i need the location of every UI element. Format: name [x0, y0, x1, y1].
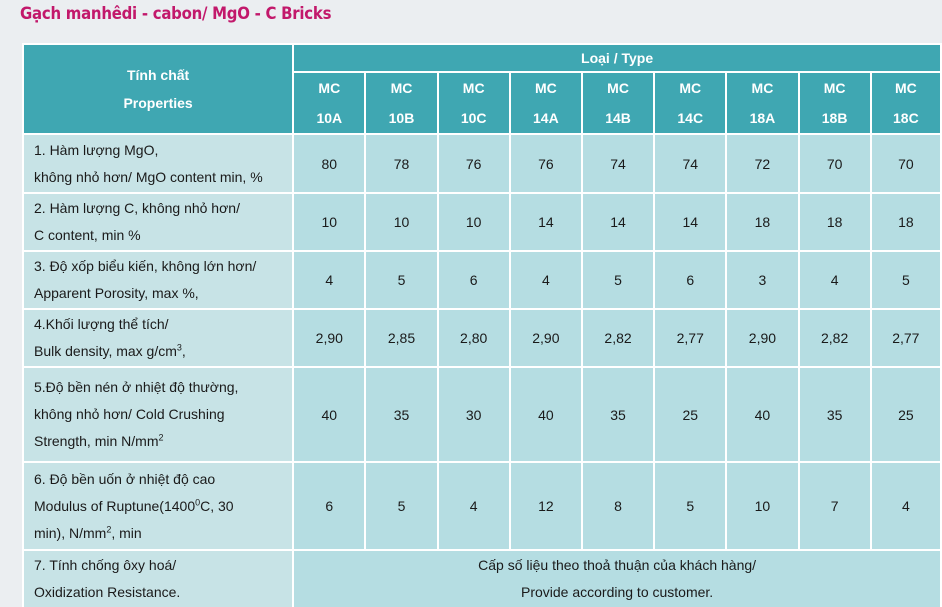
value-cell: 2,77: [654, 309, 726, 367]
value-cell: 2,90: [510, 309, 582, 367]
value-cell: 25: [871, 367, 941, 462]
property-cell: 7. Tính chống ôxy hoá/ Oxidization Resistance.: [23, 550, 293, 607]
value-cell: 4: [438, 462, 510, 550]
value-cell: 10: [293, 193, 365, 251]
column-header: MC 14C: [654, 72, 726, 134]
property-cell: 6. Độ bền uốn ở nhiệt độ cao Modulus of Ruptune(1400$^0$C, 30 min), $N/mm^2$, min: [23, 462, 293, 550]
value-cell: 5: [365, 251, 437, 309]
value-cell: 40: [510, 367, 582, 462]
value-cell: 4: [510, 251, 582, 309]
value-cell: 5: [654, 462, 726, 550]
table-row: [23, 251, 941, 309]
value-cell: 3: [726, 251, 798, 309]
value-cell: 4: [799, 251, 871, 309]
column-header: MC 10A: [293, 72, 365, 134]
value-cell: 74: [654, 134, 726, 193]
table-row: [23, 367, 941, 462]
property-cell: 3. Độ xốp biểu kiến, không lớn hơn/ Apparent Porosity, max %,: [23, 251, 293, 309]
column-header: MC 18B: [799, 72, 871, 134]
column-header: MC 14B: [582, 72, 654, 134]
note-cell: Cấp số liệu theo thoả thuận của khách hàng/ Provide according to customer.: [293, 550, 941, 607]
value-cell: 40: [726, 367, 798, 462]
value-cell: 70: [871, 134, 941, 193]
value-cell: 18: [726, 193, 798, 251]
value-cell: 80: [293, 134, 365, 193]
value-cell: 74: [582, 134, 654, 193]
value-cell: 30: [438, 367, 510, 462]
value-cell: 2,90: [293, 309, 365, 367]
value-cell: 10: [438, 193, 510, 251]
value-cell: 76: [438, 134, 510, 193]
value-cell: 14: [654, 193, 726, 251]
value-cell: 76: [510, 134, 582, 193]
specification-table: [22, 43, 942, 607]
value-cell: 14: [582, 193, 654, 251]
column-header: MC 10C: [438, 72, 510, 134]
value-cell: 2,82: [799, 309, 871, 367]
property-cell: 4.Khối lượng thể tích/ Bulk density, $\max g/cm^3$,: [23, 309, 293, 367]
property-cell: 2. Hàm lượng C, không nhỏ hơn/ C content, min %: [23, 193, 293, 251]
table-row: [23, 309, 941, 367]
value-cell: 4: [871, 462, 941, 550]
table-row: [23, 193, 941, 251]
table-row: [23, 134, 941, 193]
type-header: Loại / Type: [293, 44, 941, 72]
value-cell: 35: [799, 367, 871, 462]
value-cell: 12: [510, 462, 582, 550]
value-cell: 35: [582, 367, 654, 462]
value-cell: 2,85: [365, 309, 437, 367]
value-cell: 6: [438, 251, 510, 309]
value-cell: 72: [726, 134, 798, 193]
value-cell: 18: [799, 193, 871, 251]
value-cell: 2,82: [582, 309, 654, 367]
value-cell: 70: [799, 134, 871, 193]
value-cell: 5: [582, 251, 654, 309]
value-cell: 5: [365, 462, 437, 550]
properties-header: [23, 44, 293, 134]
value-cell: 10: [726, 462, 798, 550]
value-cell: 4: [293, 251, 365, 309]
property-cell: 1. Hàm lượng MgO, không nhỏ hơn/ MgO content min, %: [23, 134, 293, 193]
page-title: Gạch manhêdi - cabon/ MgO - C Bricks: [20, 4, 332, 24]
column-header: MC 18C: [871, 72, 941, 134]
table-row: [23, 462, 941, 550]
properties-header-vi: Tính chất: [126, 67, 190, 83]
value-cell: 2,77: [871, 309, 941, 367]
value-cell: 2,90: [726, 309, 798, 367]
properties-header-en: Properties: [123, 95, 193, 111]
value-cell: 78: [365, 134, 437, 193]
value-cell: 8: [582, 462, 654, 550]
column-header: MC 10B: [365, 72, 437, 134]
value-cell: 25: [654, 367, 726, 462]
value-cell: 2,80: [438, 309, 510, 367]
value-cell: 18: [871, 193, 941, 251]
value-cell: 14: [510, 193, 582, 251]
column-header: MC 14A: [510, 72, 582, 134]
value-cell: 5: [871, 251, 941, 309]
value-cell: 7: [799, 462, 871, 550]
column-header: MC 18A: [726, 72, 798, 134]
value-cell: 35: [365, 367, 437, 462]
value-cell: 10: [365, 193, 437, 251]
value-cell: 6: [654, 251, 726, 309]
table-row: [23, 550, 941, 607]
property-cell: 5.Độ bền nén ở nhiệt độ thường, không nhỏ hơn/ Cold Crushing Strength, $\min N/mm^2$: [23, 367, 293, 462]
value-cell: 40: [293, 367, 365, 462]
value-cell: 6: [293, 462, 365, 550]
